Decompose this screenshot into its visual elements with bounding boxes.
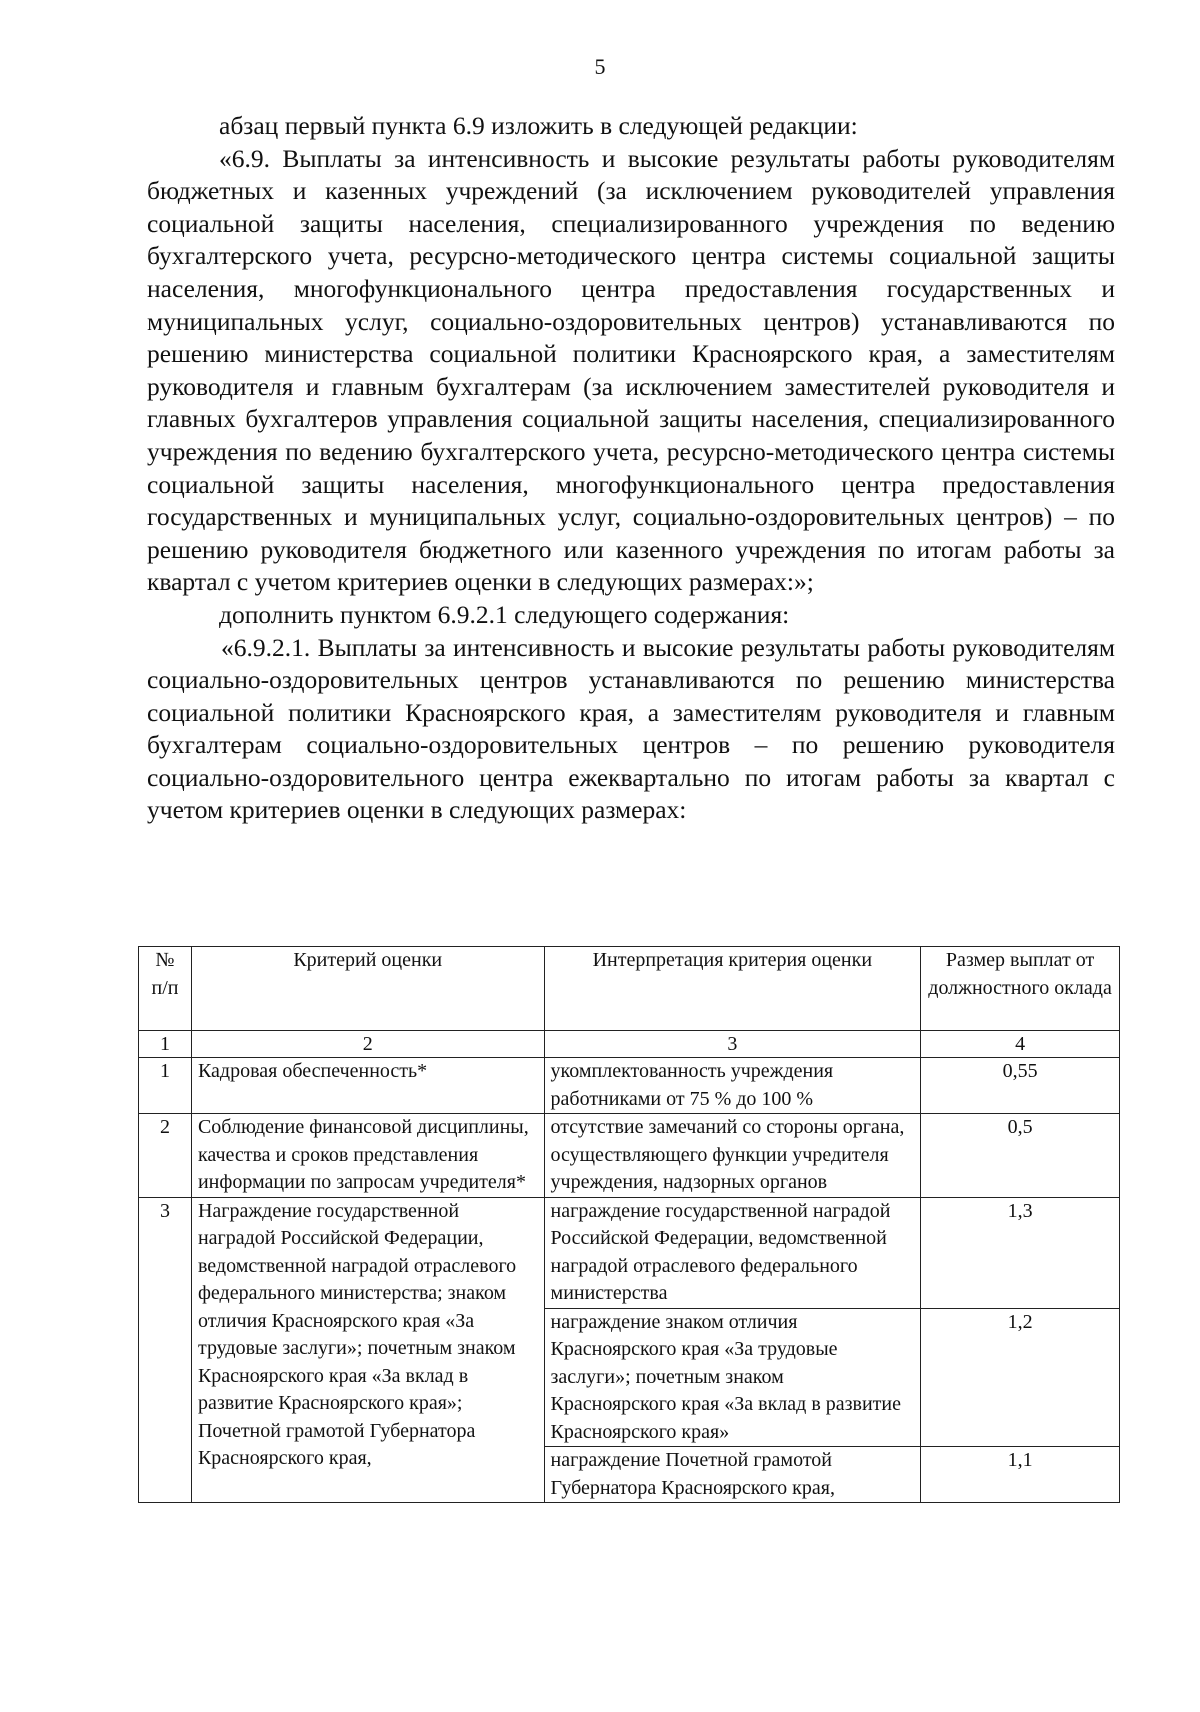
amount-cell: 1,1 [921, 1447, 1120, 1503]
row-number: 1 [139, 1058, 192, 1114]
column-number: 3 [544, 1031, 921, 1058]
paragraph-amend-6-9: абзац первый пункта 6.9 изложить в следующей редакции: [219, 111, 858, 140]
column-number: 1 [139, 1031, 192, 1058]
interpretation-cell: награждение знаком отличия Красноярского края «За трудовые заслуги»; почетным знаком Красноярского края «За вклад в развитие Красноярского края» [544, 1308, 921, 1447]
row-number: 3 [139, 1197, 192, 1503]
criterion-cell: Кадровая обеспеченность* [191, 1058, 544, 1114]
interpretation-cell: отсутствие замечаний со стороны органа, осуществляющего функции учредителя учреждения, надзорных органов [544, 1114, 921, 1198]
interpretation-cell: награждение государственной наградой Российской Федерации, ведомственной наградой отраслевого федерального министерства [544, 1197, 921, 1308]
amount-cell: 0,55 [921, 1058, 1120, 1114]
table-row [139, 1197, 1120, 1308]
amount-cell: 1,3 [921, 1197, 1120, 1308]
interpretation-cell: награждение Почетной грамотой Губернатора Красноярского края, [544, 1447, 921, 1503]
paragraph-6-9-2-1: «6.9.2.1. Выплаты за интенсивность и высокие результаты работы руководителям социально-оздоровительных центров устанавливаются по решению министерства социальной политики Красноярского края, а заместителям руководителя и главным бухгалтерам социально-оздоровительных центров – по решению руководителя социально-оздоровительного центра ежеквартально по итогам работы за квартал с учетом критериев оценки в следующих размерах: [147, 632, 1115, 825]
table-row [139, 1114, 1120, 1198]
column-number: 2 [191, 1031, 544, 1058]
paragraph-6-9: «6.9. Выплаты за интенсивность и высокие результаты работы руководителям бюджетных и казенных учреждений (за исключением руководителей управления социальной защиты населения, специализированного учреждения по ведению бухгалтерского учета, ресурсно-методического центра системы социальной защиты населения, многофункционального центра предоставления государственных и муниципальных услуг, социально-оздоровительных центров) устанавливаются по решению министерства социальной политики Красноярского края, а заместителям руководителя и главным бухгалтерам (за исключением заместителей руководителя и главных бухгалтеров управления социальной защиты населения, специализированного учреждения по ведению бухгалтерского учета, ресурсно-методического центра системы социальной защиты населения, многофункционального центра предоставления государственных и муниципальных услуг, социально-оздоровительных центров) – по решению руководителя бюджетного или казенного учреждения по итогам работы за квартал с учетом критериев оценки в следующих размерах:»; [147, 143, 1115, 597]
amount-cell: 1,2 [921, 1308, 1120, 1447]
paragraph-add-6-9-2-1: дополнить пунктом 6.9.2.1 следующего содержания: [219, 599, 790, 629]
criterion-cell: Соблюдение финансовой дисциплины, качества и сроков представления информации по запросам учредителя* [191, 1114, 544, 1198]
amount-cell: 0,5 [921, 1114, 1120, 1198]
document-body [147, 110, 1115, 827]
criterion-cell: Награждение государственной наградой Российской Федерации, ведомственной наградой отраслевого федерального министерства; знаком отличия Красноярского края «За трудовые заслуги»; почетным знаком Красноярского края «За вклад в развитие Красноярского края»; Почетной грамотой Губернатора Красноярского края, [191, 1197, 544, 1503]
criteria-table [138, 946, 1120, 1503]
column-number-row [139, 1031, 1120, 1058]
header-amount: Размер выплат от должностного оклада [921, 947, 1120, 1031]
header-number: № п/п [139, 947, 192, 1031]
header-interpretation: Интерпретация критерия оценки [544, 947, 921, 1031]
row-number: 2 [139, 1114, 192, 1198]
column-number: 4 [921, 1031, 1120, 1058]
page-number: 5 [594, 54, 606, 79]
table-header-row [139, 947, 1120, 1031]
header-criterion: Критерий оценки [191, 947, 544, 1031]
table-row [139, 1058, 1120, 1114]
interpretation-cell: укомплектованность учреждения работниками от 75 % до 100 % [544, 1058, 921, 1114]
